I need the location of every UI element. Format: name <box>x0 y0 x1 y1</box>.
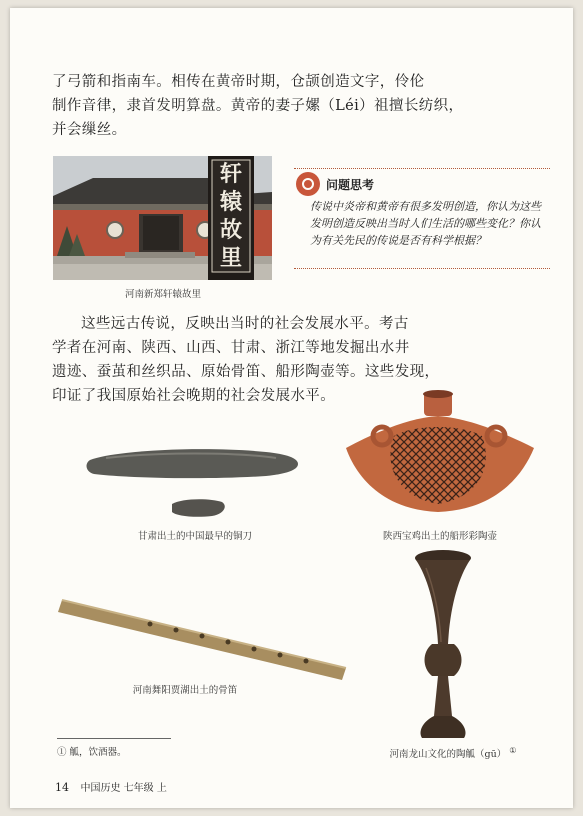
knife-caption: 甘肃出土的中国最早的铜刀 <box>137 531 252 542</box>
flute-caption: 河南舞阳贾湖出土的骨笛 <box>132 685 238 696</box>
boat-shaped-pot-image <box>340 386 540 518</box>
think-box <box>294 164 550 272</box>
footnote-divider <box>57 738 171 739</box>
plaque-character: 轩 <box>219 161 242 187</box>
footnote-marker: ① <box>509 746 517 755</box>
page-footer <box>55 779 167 794</box>
paragraph-line: 印证了我国原始社会晚期的社会发展水平。 <box>52 388 336 404</box>
page-number: 14 <box>55 781 69 794</box>
paragraph-line: 学者在河南、陕西、山西、甘肃、浙江等地发掘出水井 <box>52 340 410 356</box>
paragraph-line: 遗迹、蚕茧和丝织品、原始骨笛、船形陶壶等。这些发现， <box>52 364 440 380</box>
plaque-character: 里 <box>219 245 242 271</box>
gu-caption <box>378 746 528 760</box>
paragraph-line: 了弓箭和指南车。相传在黄帝时期，仓颉创造文字，伶伦 <box>52 74 425 90</box>
paragraph-line: 制作音律，隶首发明算盘。黄帝的妻子嫘（Léi）祖擅长纺织， <box>52 98 464 114</box>
plaque-character: 辕 <box>219 189 242 215</box>
pot-caption: 陕西宝鸡出土的船形彩陶壶 <box>382 531 497 542</box>
paragraph-line: 并会缫丝。 <box>52 122 127 138</box>
bone-flute-image <box>56 592 352 684</box>
pottery-gu-image <box>408 548 478 744</box>
top-dotted-divider <box>294 168 550 169</box>
think-box-title: 问题思考 <box>326 178 375 192</box>
gate-photo-caption: 河南新郑轩辕故里 <box>124 289 201 300</box>
gu-caption-text: 河南龙山文化的陶觚（gū） <box>389 749 507 761</box>
gate-plaque-text <box>208 160 254 272</box>
plaque-character: 故 <box>219 217 242 243</box>
paragraph-intro <box>52 70 532 142</box>
bronze-knife-image <box>86 444 302 524</box>
book-title: 中国历史 七年级 上 <box>80 783 167 794</box>
footnote-text: ① 觚，饮酒器。 <box>57 747 127 758</box>
think-box-body: 传说中炎帝和黄帝有很多发明创造，你认为这些发明创造反映出当时人们生活的哪些变化？你认为有关先民的传说是否有科学根据？ <box>310 200 541 247</box>
paragraph-line: 这些远古传说，反映出当时的社会发展水平。考古 <box>81 316 409 332</box>
textbook-page <box>10 8 573 808</box>
bottom-dotted-divider <box>294 268 550 269</box>
question-think-icon <box>296 172 320 196</box>
